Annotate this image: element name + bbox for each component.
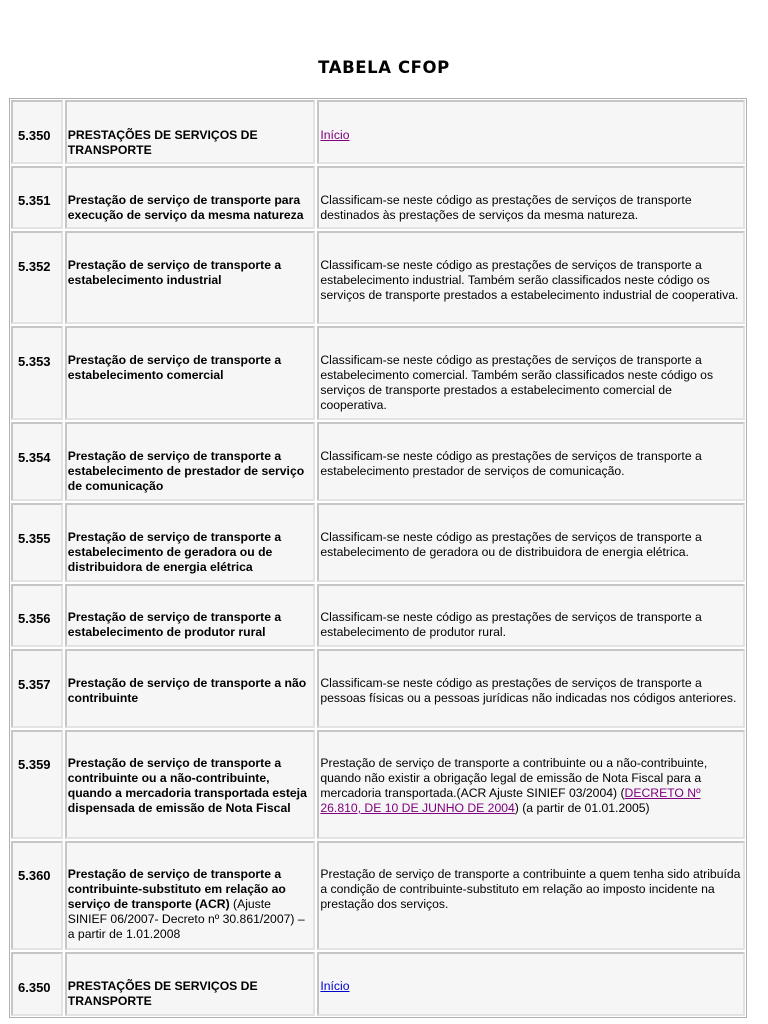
- cfop-description: Prestação de serviço de transporte a estabelecimento industrial: [65, 231, 316, 324]
- cfop-description: PRESTAÇÕES DE SERVIÇOS DE TRANSPORTE: [65, 100, 316, 164]
- cfop-code: 5.353: [11, 326, 63, 420]
- cfop-code: 5.350: [11, 100, 63, 164]
- table-row: [11, 422, 745, 501]
- cfop-description: Prestação de serviço de transporte a estabelecimento de produtor rural: [65, 584, 316, 647]
- cfop-code: 5.351: [11, 166, 63, 229]
- cfop-note: Prestação de serviço de transporte a contribuinte ou a não-contribuinte, quando não existir a obrigação legal de emissão de Nota Fiscal para a mercadoria transportada.(ACR Ajuste SINIEF 03/2004) (DECRETO Nº 26.810, DE 10 DE JUNHO DE 2004) (a partir de 01.01.2005): [317, 730, 745, 839]
- cfop-note: Prestação de serviço de transporte a contribuinte a quem tenha sido atribuída a condição de contribuinte-substituto em relação ao imposto incidente na prestação dos serviços.: [317, 841, 745, 950]
- cfop-description: Prestação de serviço de transporte a estabelecimento de prestador de serviço de comunicação: [65, 422, 316, 501]
- cfop-table: [9, 98, 747, 1018]
- cfop-description: Prestação de serviço de transporte para execução de serviço da mesma natureza: [65, 166, 316, 229]
- table-row: [11, 166, 745, 229]
- table-row: [11, 326, 745, 420]
- table-row: [11, 584, 745, 647]
- cfop-note: Classificam-se neste código as prestações de serviços de transporte a estabelecimento de geradora ou de distribuidora de energia elétrica.: [317, 503, 745, 582]
- cfop-note: Classificam-se neste código as prestações de serviços de transporte destinados às prestações de serviços da mesma natureza.: [317, 166, 745, 229]
- cfop-code: 5.359: [11, 730, 63, 839]
- cfop-code: 5.360: [11, 841, 63, 950]
- cfop-code: 5.352: [11, 231, 63, 324]
- table-row: [11, 503, 745, 582]
- table-row: [11, 952, 745, 1016]
- cfop-code: 6.350: [11, 952, 63, 1016]
- cfop-description: Prestação de serviço de transporte a estabelecimento comercial: [65, 326, 316, 420]
- inicio-link[interactable]: Início: [320, 128, 350, 142]
- cfop-note: Classificam-se neste código as prestações de serviços de transporte a pessoas físicas ou a pessoas jurídicas não indicadas nos códigos anteriores.: [317, 649, 745, 728]
- inicio-link[interactable]: Início: [320, 979, 350, 993]
- table-row: [11, 100, 745, 164]
- cfop-description: Prestação de serviço de transporte a contribuinte ou a não-contribuinte, quando a mercadoria transportada esteja dispensada de emissão de Nota Fiscal: [65, 730, 316, 839]
- page-title: TABELA CFOP: [318, 58, 450, 77]
- cfop-note: [317, 100, 745, 164]
- table-row: [11, 841, 745, 950]
- decreto-link[interactable]: DECRETO Nº 26.810, DE 10 DE JUNHO DE 2004: [320, 786, 701, 815]
- cfop-code: 5.356: [11, 584, 63, 647]
- table-row: [11, 231, 745, 324]
- cfop-description: Prestação de serviço de transporte a estabelecimento de geradora ou de distribuidora de energia elétrica: [65, 503, 316, 582]
- cfop-note: Classificam-se neste código as prestações de serviços de transporte a estabelecimento de produtor rural.: [317, 584, 745, 647]
- cfop-note: [317, 952, 745, 1016]
- cfop-note: Classificam-se neste código as prestações de serviços de transporte a estabelecimento industrial. Também serão classificados neste código os serviços de transporte prestados a estabelecimento industrial de cooperativa.: [317, 231, 745, 324]
- table-row: [11, 649, 745, 728]
- cfop-code: 5.354: [11, 422, 63, 501]
- cfop-code: 5.355: [11, 503, 63, 582]
- cfop-description: Prestação de serviço de transporte a não contribuinte: [65, 649, 316, 728]
- cfop-note: Classificam-se neste código as prestações de serviços de transporte a estabelecimento prestador de serviços de comunicação.: [317, 422, 745, 501]
- table-row: [11, 730, 745, 839]
- cfop-code: 5.357: [11, 649, 63, 728]
- cfop-note: Classificam-se neste código as prestações de serviços de transporte a estabelecimento comercial. Também serão classificados neste código os serviços de transporte prestados a estabelecimento comercial de cooperativa.: [317, 326, 745, 420]
- cfop-description: Prestação de serviço de transporte a contribuinte-substituto em relação ao serviço de transporte (ACR) (Ajuste SINIEF 06/2007- Decreto nº 30.861/2007) – a partir de 1.01.2008: [65, 841, 316, 950]
- cfop-description: PRESTAÇÕES DE SERVIÇOS DE TRANSPORTE: [65, 952, 316, 1016]
